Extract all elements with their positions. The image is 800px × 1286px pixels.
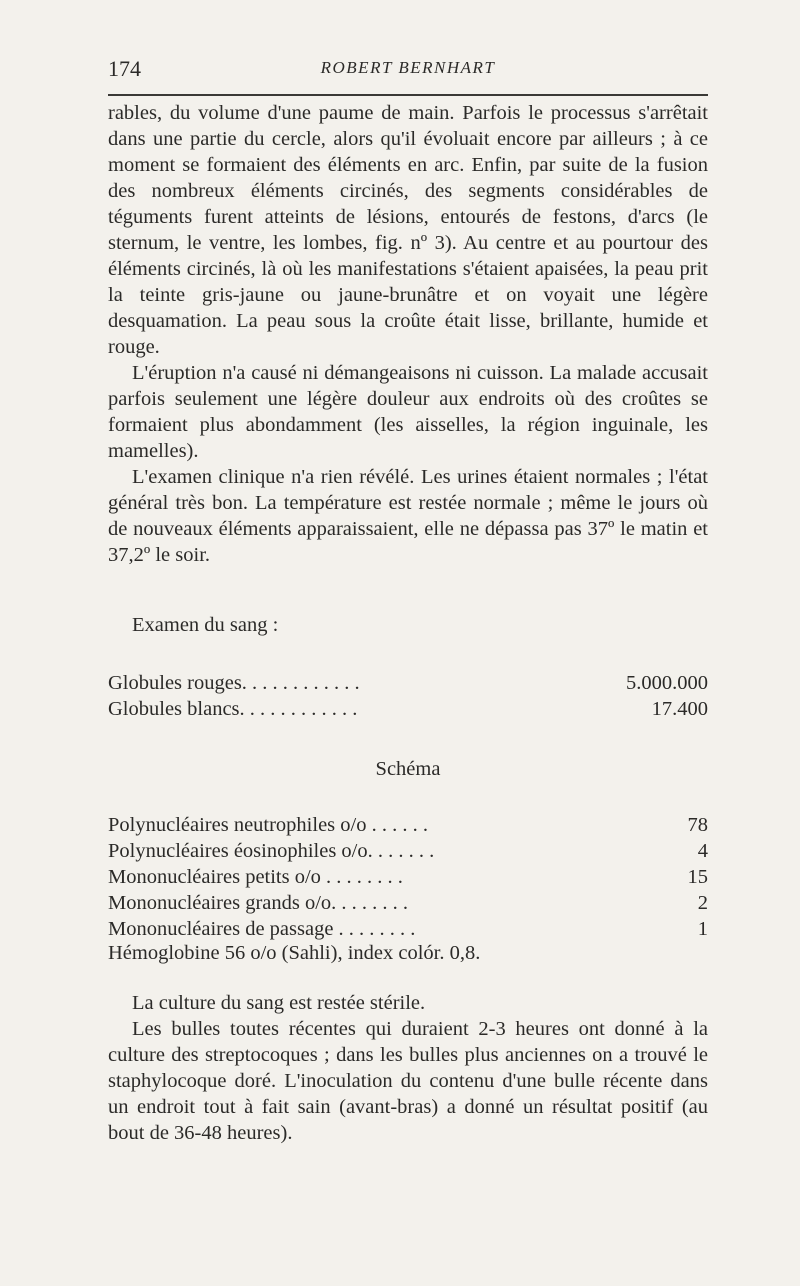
row-label: Globules blancs. . . . . . . . . . . . xyxy=(108,698,358,720)
closing-text xyxy=(108,990,708,1146)
paragraph: L'examen clinique n'a rien révélé. Les urines étaient normales ; l'état général très bon. La température est restée normale ; même le jours où de nouveaux éléments apparaissaient, elle ne dépassa pas 37º le matin et 37,2º le soir. xyxy=(108,466,708,566)
schema-row xyxy=(108,864,708,890)
row-label: Polynucléaires neutrophiles o/o . . . . . . xyxy=(108,814,428,836)
row-label: Mononucléaires de passage . . . . . . . . xyxy=(108,918,416,940)
paragraph: La culture du sang est restée stérile. xyxy=(132,992,426,1014)
row-value: 15 xyxy=(687,866,708,888)
body-text xyxy=(108,100,708,568)
page-number: 174 xyxy=(108,56,141,81)
page-header xyxy=(108,56,708,92)
schema-row xyxy=(108,812,708,838)
running-title: ROBERT BERNHART xyxy=(320,58,496,77)
row-value: 2 xyxy=(697,892,708,914)
hemoglobin-line: Hémoglobine 56 o/o (Sahli), index colór. 0,8. xyxy=(108,942,481,964)
blood-count-row xyxy=(108,696,708,722)
schema-row xyxy=(108,838,708,864)
blood-exam-title: Examen du sang : xyxy=(132,614,279,636)
blood-count-row xyxy=(108,670,708,696)
schema-row xyxy=(108,916,708,942)
row-label: Polynucléaires éosinophiles o/o. . . . . . . xyxy=(108,840,435,862)
row-label: Globules rouges. . . . . . . . . . . . xyxy=(108,672,360,694)
schema-title: Schéma xyxy=(375,758,441,780)
row-value: 1 xyxy=(697,918,708,940)
paragraph: L'éruption n'a causé ni démangeaisons ni cuisson. La malade accusait parfois seulement une légère douleur aux endroits où des croûtes se formaient plus abondamment (les aisselles, la région inguinale, les mamelles). xyxy=(108,362,708,462)
paragraph: rables, du volume d'une paume de main. Parfois le processus s'arrêtait dans une partie du cercle, alors qu'il évoluait encore par ailleurs ; à ce moment se formaient des éléments en arc. Enfin, par suite de la fusion des nombreux éléments circinés, des segments considérables de téguments furent atteints de lésions, entourés de festons, d'arcs (le sternum, le ventre, les lombes, fig. nº 3). Au centre et au pourtour des éléments circinés, là où les manifestations s'étaient apaisées, la peau prit la teinte gris-jaune ou jaune-brunâtre et on voyait une légère desquamation. La peau sous la croûte était lisse, brillante, humide et rouge. xyxy=(108,102,708,358)
paragraph: Les bulles toutes récentes qui duraient 2-3 heures ont donné à la culture des streptocoques ; dans les bulles plus anciennes on a trouvé le staphylocoque doré. L'inoculation du contenu d'une bulle récente dans un endroit tout à fait sain (avant-bras) a donné un résultat positif (au bout de 36-48 heures). xyxy=(108,1018,708,1144)
schema-row xyxy=(108,890,708,916)
header-rule xyxy=(108,94,708,96)
row-value: 17.400 xyxy=(651,698,708,720)
row-value: 78 xyxy=(687,814,708,836)
row-value: 5.000.000 xyxy=(626,672,708,694)
row-label: Mononucléaires grands o/o. . . . . . . . xyxy=(108,892,409,914)
row-value: 4 xyxy=(697,840,708,862)
row-label: Mononucléaires petits o/o . . . . . . . . xyxy=(108,866,403,888)
